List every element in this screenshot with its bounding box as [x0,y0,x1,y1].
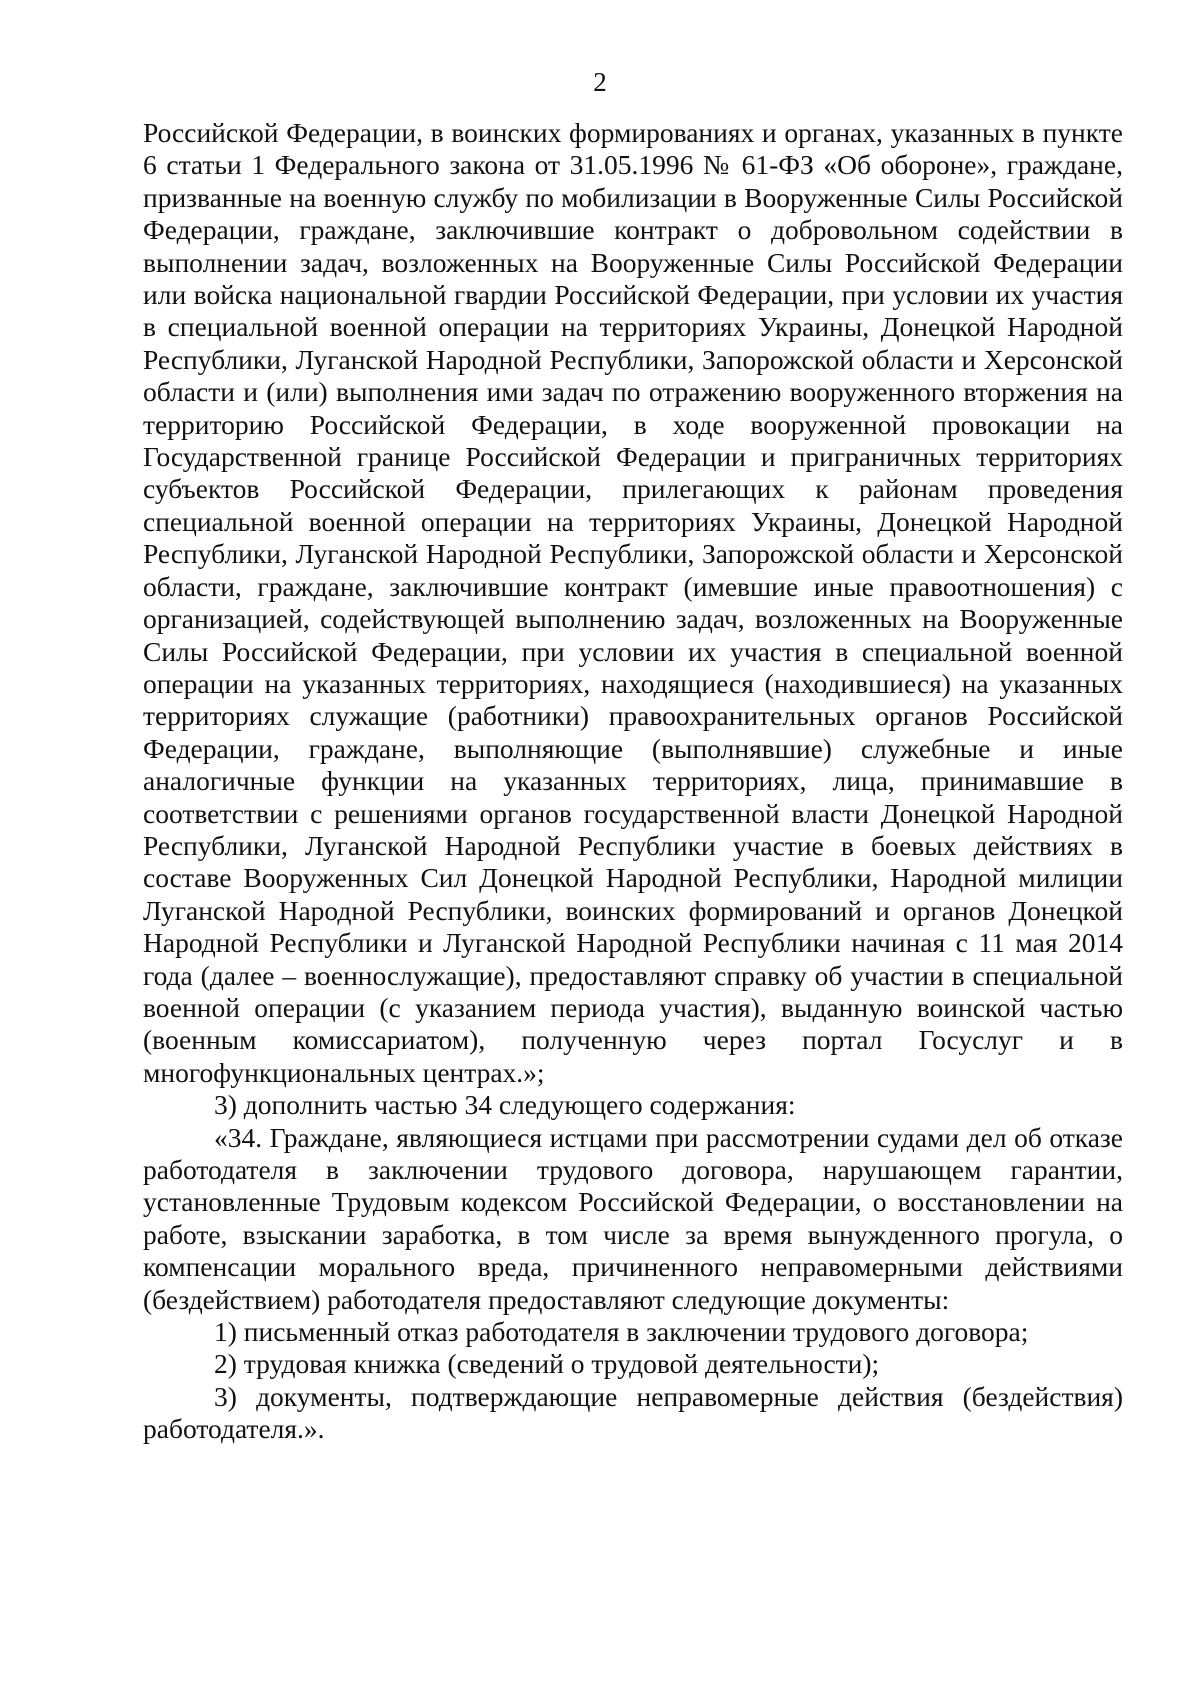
paragraph-item-3: 3) дополнить частью 34 следующего содержания: [214,1089,796,1121]
list-item-3: 3) документы, подтверждающие неправомерные действия (бездействия) работодателя.». [143,1380,1123,1445]
page-number: 2 [593,67,607,97]
list-item-1: 1) письменный отказ работодателя в заключении трудового договора; [214,1316,1029,1348]
list-item-2: 2) трудовая книжка (сведений о трудовой деятельности); [214,1348,880,1380]
paragraph-continuation: Российской Федерации, в воинских формированиях и органах, указанных в пункте 6 статьи 1 Федерального закона от 31.05.1996 № 61-ФЗ «Об обороне», граждане, призванные на военную службу по мобилизации в Вооруженные Силы Российской Федерации, граждане, заключившие контракт о добровольном содействии в выполнении задач, возложенных на Вооруженные Силы Российской Федерации или войска национальной гвардии Российской Федерации, при условии их участия в специальной военной операции на территориях Украины, Донецкой Народной Республики, Луганской Народной Республики, Запорожской области и Херсонской области и (или) выполнения ими задач по отражению вооруженного вторжения на территорию Российской Федерации, в ходе вооруженной провокации на Государственной границе Российской Федерации и приграничных территориях субъектов Российской Федерации, прилегающих к районам проведения специальной военной операции на территориях Украины, Донецкой Народной Республики, Луганской Народной Республики, Запорожской области и Херсонской области, граждане, заключившие контракт (имевшие иные правоотношения) с организацией, содействующей выполнению задач, возложенных на Вооруженные Силы Российской Федерации, при условии их участия в специальной военной операции на указанных территориях, находящиеся (находившиеся) на указанных территориях служащие (работники) правоохранительных органов Российской Федерации, граждане, выполняющие (выполнявшие) служебные и иные аналогичные функции на указанных территориях, лица, принимавшие в соответствии с решениями органов государственной власти Донецкой Народной Республики, Луганской Народной Республики участие в боевых действиях в составе Вооруженных Сил Донецкой Народной Республики, Народной милиции Луганской Народной Республики, воинских формирований и органов Донецкой Народной Республики и Луганской Народной Республики начиная с 11 мая 2014 года (далее – военнослужащие), предоставляют справку об участии в специальной военной операции (с указанием периода участия), выданную воинской частью (военным комиссариатом), полученную через портал Госуслуг и в многофункциональных центрах.»; [143,117,1123,1088]
document-body [143,117,1123,1446]
paragraph-part-34: «34. Граждане, являющиеся истцами при рассмотрении судами дел об отказе работодателя в заключении трудового договора, нарушающем гарантии, установленные Трудовым кодексом Российской Федерации, о восстановлении на работе, взыскании заработка, в том числе за время вынужденного прогула, о компенсации морального вреда, причиненного неправомерными действиями (бездействием) работодателя предоставляют следующие документы: [143,1121,1123,1315]
